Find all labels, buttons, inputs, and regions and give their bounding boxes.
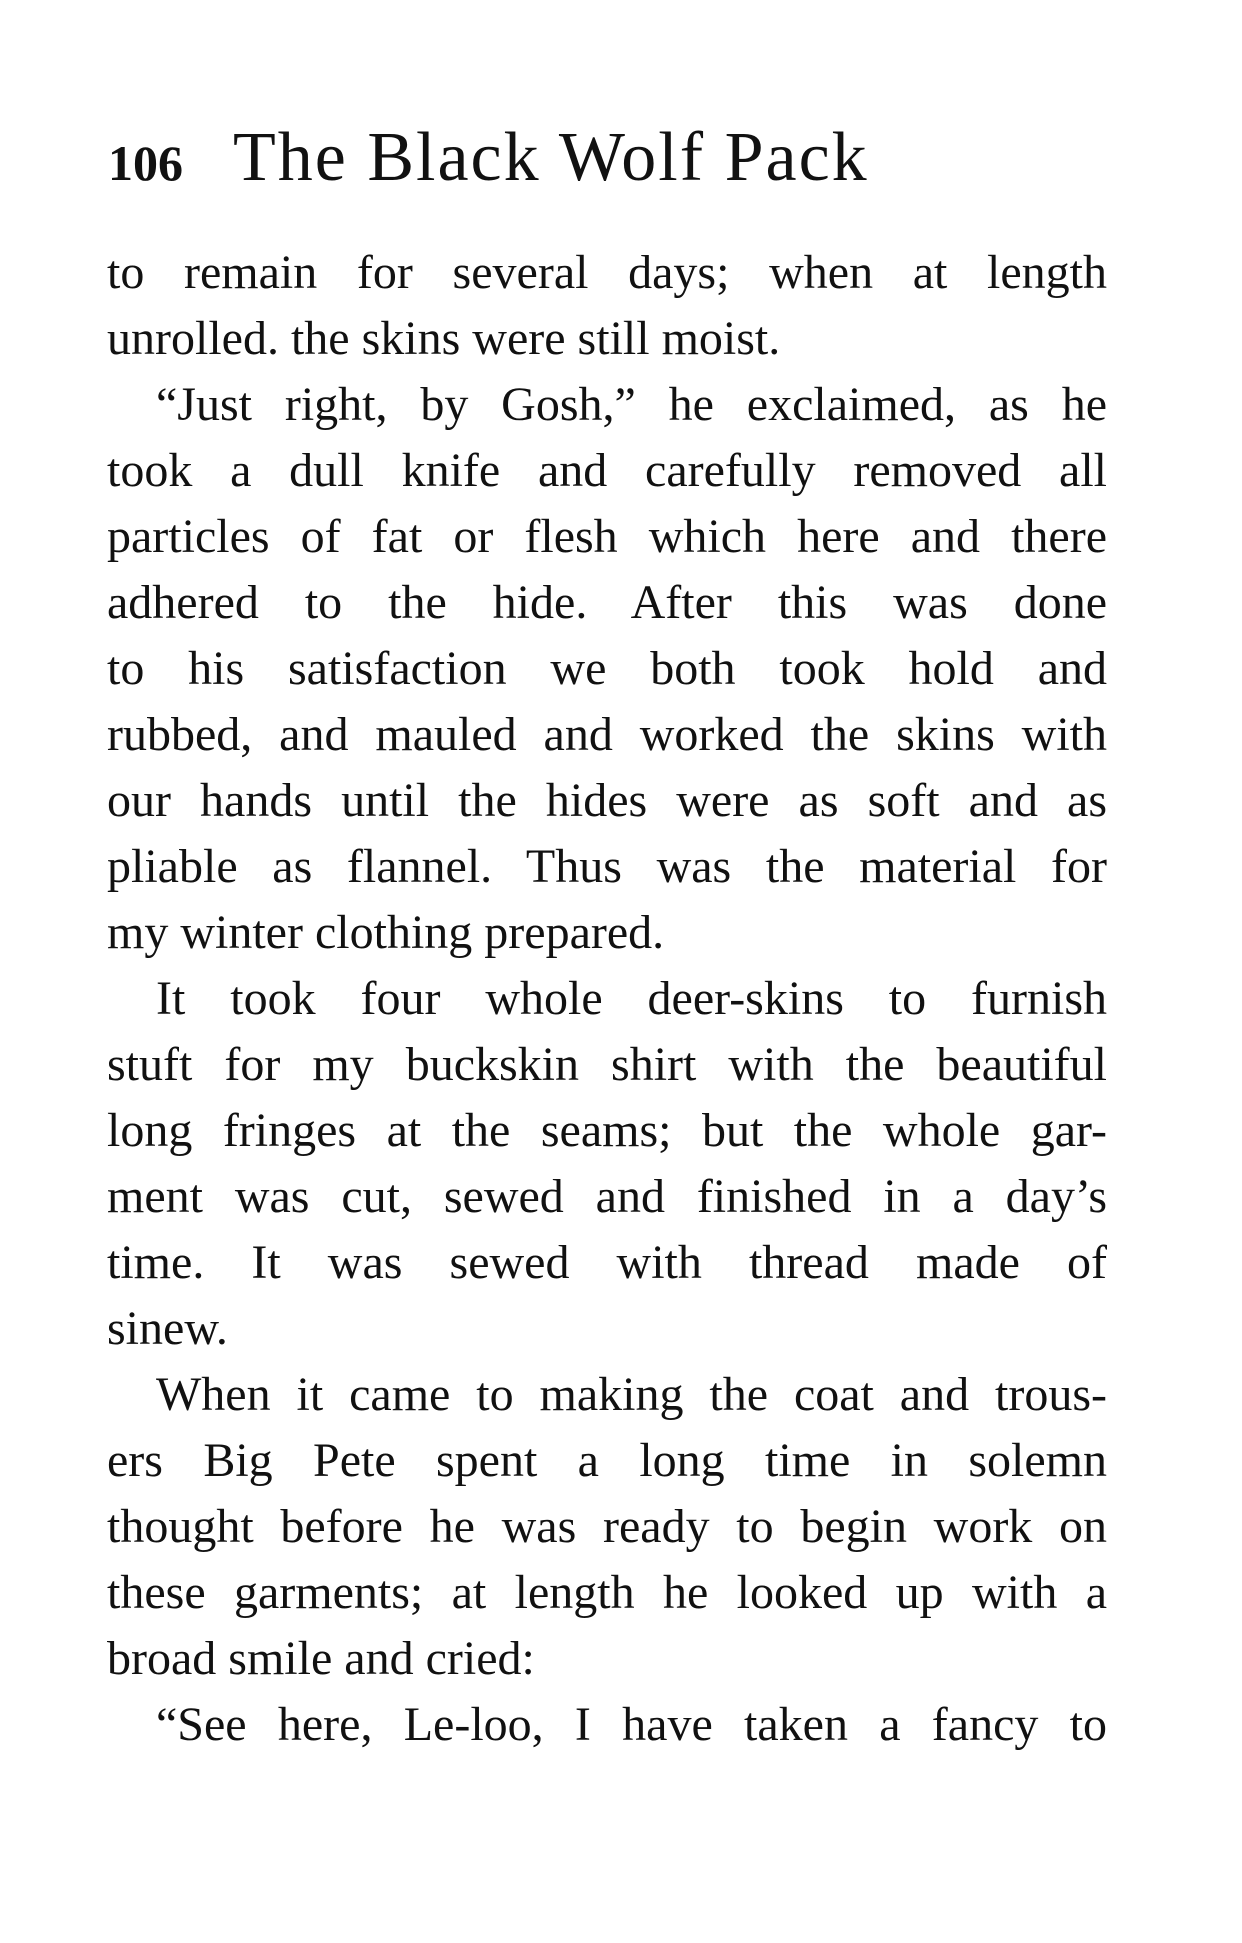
text-line: broad smile and cried: <box>107 1632 535 1685</box>
text-line: adhered to the hide. After this was done <box>107 576 1107 629</box>
running-head <box>108 118 1108 198</box>
text-line: “See here, Le-loo, I have taken a fancy to <box>156 1698 1107 1751</box>
text-line: stuft for my buckskin shirt with the beautiful <box>107 1038 1107 1091</box>
text-line: pliable as flannel. Thus was the material for <box>107 840 1107 893</box>
text-line: ment was cut, sewed and finished in a day’s <box>107 1170 1107 1223</box>
book-title: The Black Wolf Pack <box>233 119 869 196</box>
text-line: time. It was sewed with thread made of <box>107 1236 1107 1289</box>
text-line: long fringes at the seams; but the whole gar- <box>107 1104 1107 1157</box>
text-line: It took four whole deer-skins to furnish <box>156 972 1107 1025</box>
body-text <box>107 240 1107 1758</box>
text-line: to his satisfaction we both took hold and <box>107 642 1107 695</box>
text-line: thought before he was ready to begin work on <box>107 1500 1107 1553</box>
text-line: rubbed, and mauled and worked the skins with <box>107 708 1107 761</box>
text-line: particles of fat or flesh which here and there <box>107 510 1107 563</box>
text-line: When it came to making the coat and trous- <box>156 1368 1107 1421</box>
text-line: to remain for several days; when at length <box>107 246 1107 299</box>
text-line: took a dull knife and carefully removed all <box>107 444 1107 497</box>
text-line: sinew. <box>107 1302 228 1355</box>
page-number: 106 <box>108 135 183 191</box>
text-line: ers Big Pete spent a long time in solemn <box>107 1434 1107 1487</box>
text-line: unrolled. the skins were still moist. <box>107 312 781 365</box>
text-line: my winter clothing prepared. <box>107 906 665 959</box>
text-line: our hands until the hides were as soft and as <box>107 774 1107 827</box>
text-line: “Just right, by Gosh,” he exclaimed, as he <box>156 378 1107 431</box>
text-line: these garments; at length he looked up with a <box>107 1566 1107 1619</box>
